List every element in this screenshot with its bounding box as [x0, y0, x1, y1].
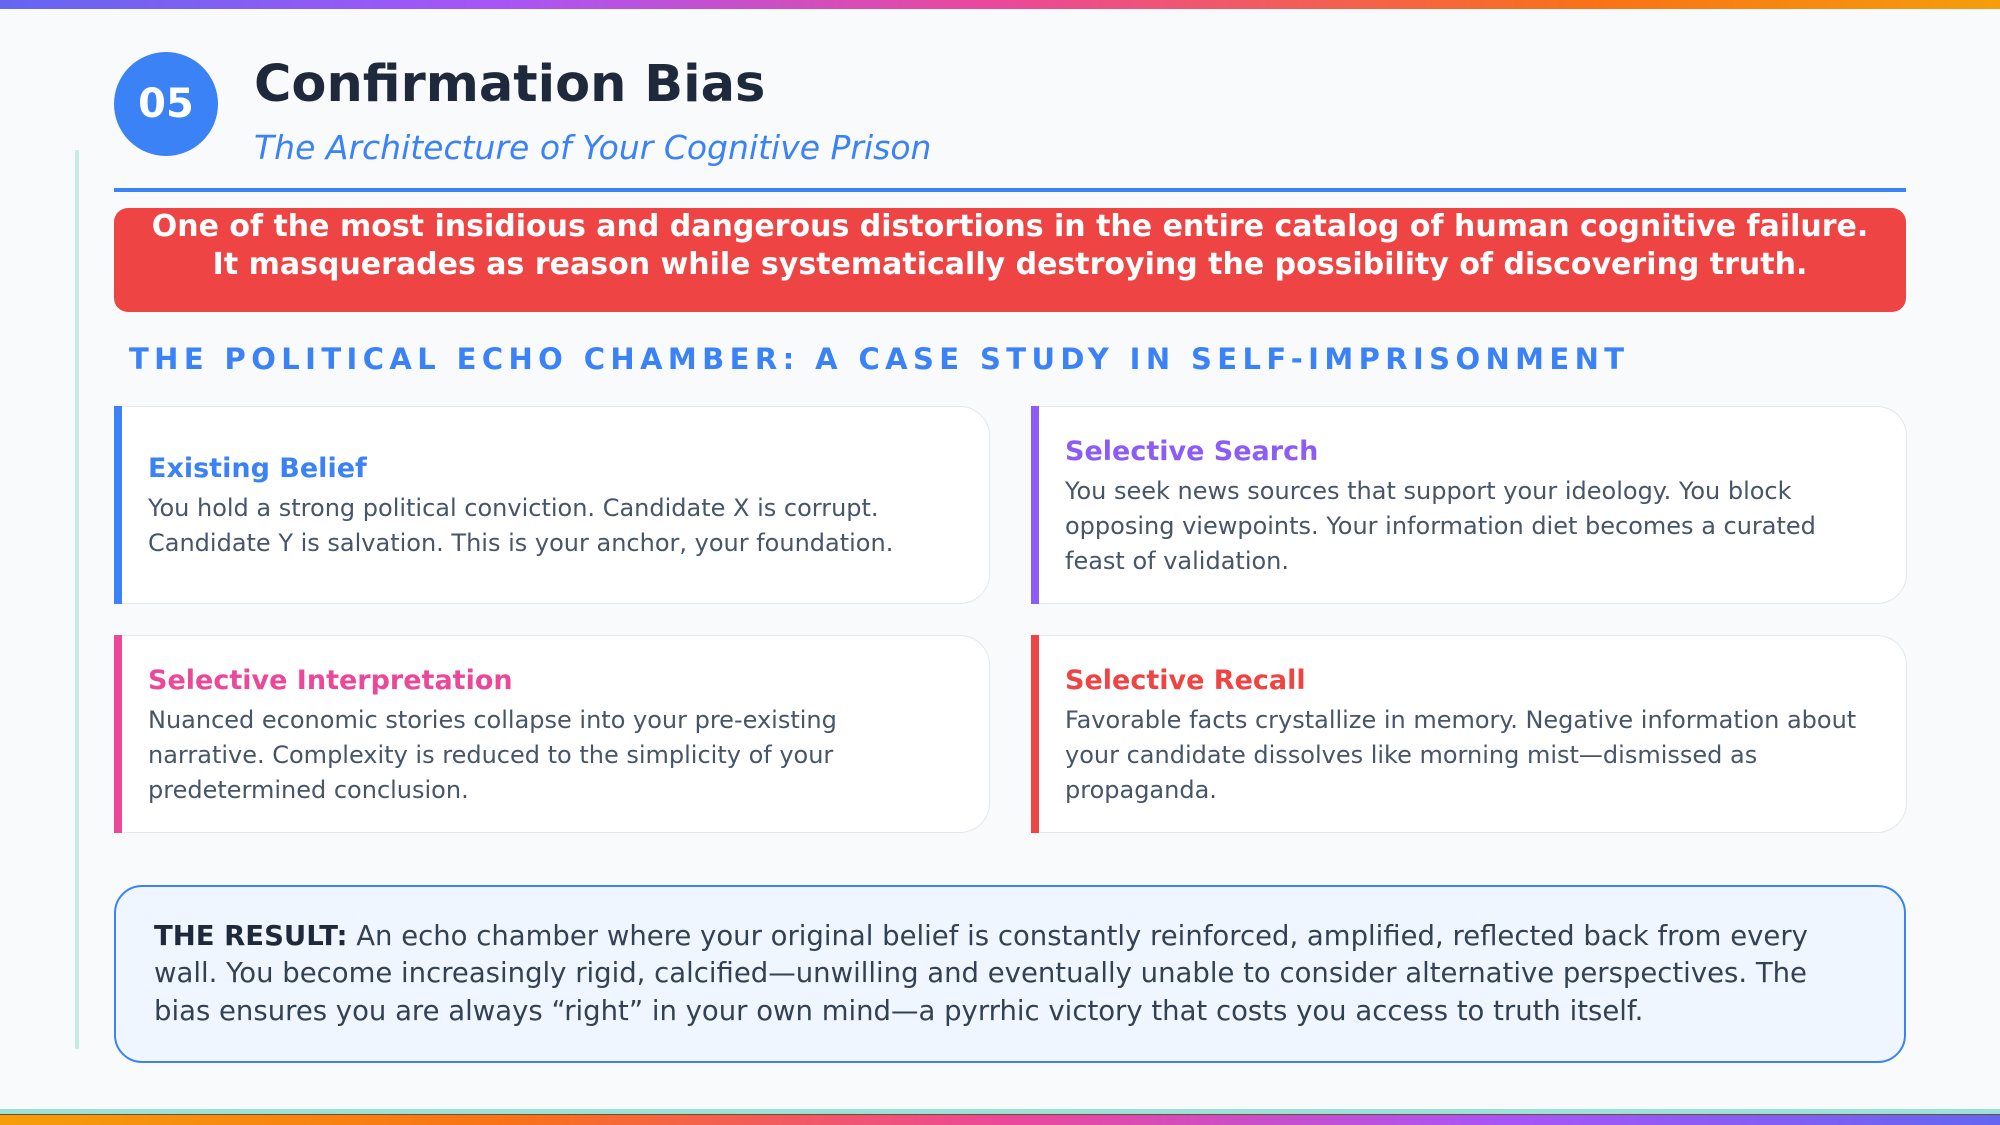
page-subtitle: The Architecture of Your Cognitive Prison	[254, 128, 932, 167]
section-heading: THE POLITICAL ECHO CHAMBER: A CASE STUDY IN SELF-IMPRISONMENT	[129, 342, 1630, 376]
bottom-gradient-bar	[0, 1115, 2000, 1125]
header-divider	[114, 188, 1906, 192]
section-number-badge	[114, 52, 218, 156]
result-body: An echo chamber where your original belief is constantly reinforced, amplified, reflected back from every wall. You become increasingly rigid, calcified—unwilling and eventually unable to consider alternative perspectives. The bias ensures you are always “right” in your own mind—a pyrrhic victory that costs you access to truth itself.	[154, 919, 1808, 1027]
card-selective-search	[1031, 406, 1907, 604]
alert-banner	[114, 208, 1906, 312]
result-label: THE RESULT:	[154, 919, 348, 952]
result-callout	[114, 885, 1906, 1063]
card-selective-recall	[1031, 635, 1907, 833]
card-title: Existing Belief	[148, 453, 367, 484]
section-number: 05	[138, 81, 194, 127]
card-body: Nuanced economic stories collapse into your pre-existing narrative. Complexity is reduced to the simplicity of your predetermined conclusion.	[148, 705, 837, 804]
card-title: Selective Recall	[1065, 664, 1306, 696]
card-body: You seek news sources that support your ideology. You block opposing viewpoints. Your information diet becomes a curated feast of validation.	[1065, 476, 1816, 575]
card-title: Selective Interpretation	[148, 664, 513, 696]
side-accent-line	[75, 150, 79, 1049]
top-gradient-bar	[0, 0, 2000, 9]
card-selective-interpretation	[114, 635, 990, 833]
card-existing-belief	[114, 406, 990, 604]
card-body: Favorable facts crystallize in memory. Negative information about your candidate dissolves like morning mist—dismissed as propaganda.	[1065, 705, 1857, 804]
result-text	[154, 918, 1866, 1031]
page-title: Confirmation Bias	[254, 55, 766, 114]
card-title: Selective Search	[1065, 435, 1319, 467]
card-body: You hold a strong political conviction. Candidate X is corrupt. Candidate Y is salvation. This is your anchor, your foundation.	[148, 494, 894, 557]
alert-text: One of the most insidious and dangerous distortions in the entire catalog of human cognitive failure. It masquerades as reason while systematically destroying the possibility of discovering truth.	[151, 209, 1869, 282]
